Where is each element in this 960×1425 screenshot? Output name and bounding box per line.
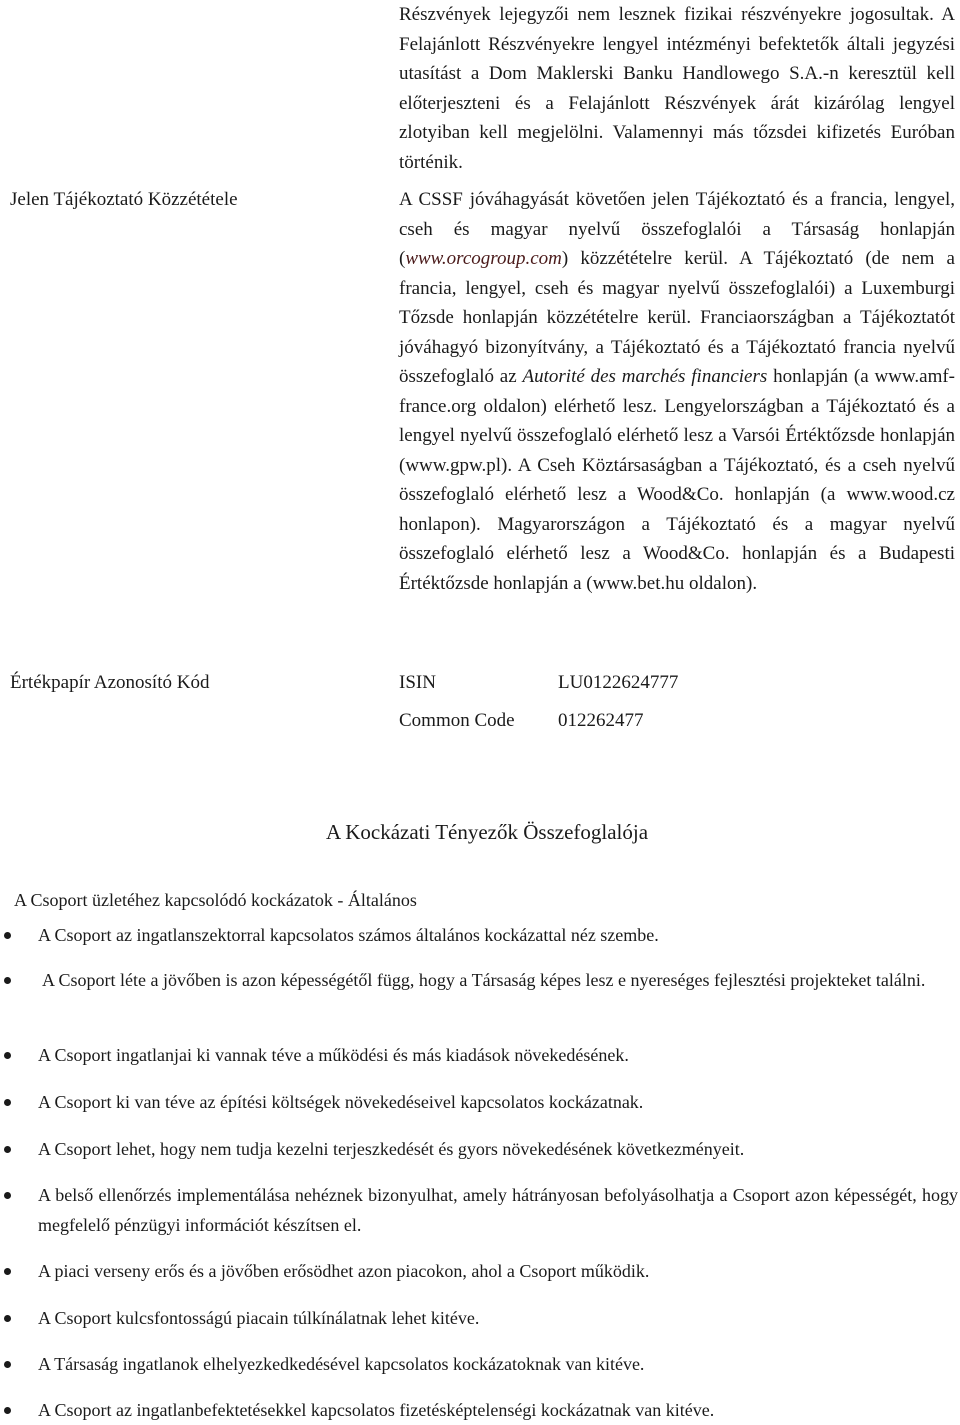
list-item xyxy=(38,1087,958,1117)
publication-text-3: honlapján (a www.amf-france.org oldalon) elérhető lesz. Lengyelországban a Tájékoztató és a lengyel nyelvű összefoglaló elérhető lesz a Varsói Értéktőzsde honlapján (www.gpw.pl). A Cseh Köztársaságban a Tájékoztató, és a cseh nyelvű összefoglaló elérhető lesz a Wood&Co. honlapján (a www.wood.cz honlapon). Magyarországon a Tájékoztató és a magyar nyelvű összefoglaló elérhető lesz a Wood&Co. honlapján és a Budapesti Értéktőzsde honlapján a (www.bet.hu oldalon). xyxy=(399,366,956,594)
risk-item-text: A Csoport ingatlanjai ki vannak téve a működési és más kiadások növekedésének. xyxy=(38,1045,629,1065)
bullet-icon xyxy=(4,1099,11,1106)
publication-text-1: A CSSF jóváhagyását követően jelen Tájékoztató és a francia, lengyel, cseh és magyar nyelvű összefoglalói a Társaság honlapján ( xyxy=(399,189,955,269)
isin-value: LU0122624777 xyxy=(558,672,679,693)
publication-label: Jelen Tájékoztató Közzététele xyxy=(10,189,238,210)
list-item xyxy=(38,1040,958,1070)
list-item xyxy=(38,965,958,995)
company-website-link[interactable]: www.orcogroup.com xyxy=(405,248,562,269)
bullet-icon xyxy=(4,1192,11,1199)
risk-item-text: A belső ellenőrzés implementálása nehéznek bizonyulhat, amely hátrányosan befolyásolhatja a Csoport azon képességét, hogy megfelelő pénzügyi információt készítsen el. xyxy=(38,1185,958,1235)
continuation-text: Részvények lejegyzői nem lesznek fizikai részvényekre jogosultak. A Felajánlott Részvényekre lengyel intézményi befektetők általi jegyzési utasítást a Dom Maklerski Banku Handlowego S.A.-n keresztül kell előterjeszteni és a Felajánlott Részvények árát kizárólag lengyel zlotyiban kell megjelölni. Valamennyi más tőzsdei kifizetés Euróban történik. xyxy=(399,4,955,173)
risk-item-text: A Csoport léte a jövőben is azon képességétől függ, hogy a Társaság képes lesz e nyereséges fejlesztési projekteket találni. xyxy=(42,970,926,990)
bullet-icon xyxy=(4,1315,11,1322)
bullet-icon xyxy=(4,1361,11,1368)
bullet-icon xyxy=(4,1052,11,1059)
security-code-label: Értékpapír Azonosító Kód xyxy=(10,672,210,693)
risk-summary-title: A Kockázati Tényezők Összefoglalója xyxy=(325,820,649,844)
risk-summary-subtitle: A Csoport üzletéhez kapcsolódó kockázatok - Általános xyxy=(14,890,417,910)
list-item xyxy=(38,1395,958,1425)
common-code-label: Common Code xyxy=(399,710,515,731)
list-item xyxy=(38,1180,958,1240)
publication-paragraph xyxy=(399,185,955,598)
bullet-icon xyxy=(4,1407,11,1414)
list-item xyxy=(38,1303,958,1333)
isin-row xyxy=(399,668,679,697)
list-item xyxy=(38,1349,958,1379)
bullet-icon xyxy=(4,1146,11,1153)
bullet-icon xyxy=(4,1268,11,1275)
amf-name: Autorité des marchés financiers xyxy=(522,366,768,387)
common-code-value: 012262477 xyxy=(558,710,644,731)
risk-item-text: A Csoport ki van téve az építési költségek növekedéseivel kapcsolatos kockázatnak. xyxy=(38,1092,644,1112)
risk-item-text: A Csoport lehet, hogy nem tudja kezelni terjeszkedését és gyors növekedésének következményeit. xyxy=(38,1139,745,1159)
bullet-icon xyxy=(4,932,11,939)
list-item xyxy=(38,920,958,950)
isin-label: ISIN xyxy=(399,672,436,693)
risk-item-text: A Csoport az ingatlanszektorral kapcsolatos számos általános kockázattal néz szembe. xyxy=(38,925,659,945)
common-code-row xyxy=(399,706,644,735)
risk-item-text: A Társaság ingatlanok elhelyezkedkedésével kapcsolatos kockázatoknak van kitéve. xyxy=(38,1354,645,1374)
risk-item-text: A piaci verseny erős és a jövőben erősödhet azon piacokon, ahol a Csoport működik. xyxy=(38,1261,650,1281)
risk-item-text: A Csoport az ingatlanbefektetésekkel kapcsolatos fizetésképtelenségi kockázatnak van kitéve. xyxy=(38,1400,715,1420)
publication-text-2: ) közzétételre kerül. A Tájékoztató (de nem a francia, lengyel, cseh és magyar nyelvű összefoglalói) a Luxemburgi Tőzsde honlapján közzétételre kerül. Franciaországban a Tájékoztatót jóváhagyó bizonyítvány, a Tájékoztató és a Tájékoztató francia nyelvű összefoglaló az xyxy=(399,248,955,387)
continuation-paragraph xyxy=(399,0,955,177)
risk-item-text: A Csoport kulcsfontosságú piacain túlkínálatnak lehet kitéve. xyxy=(38,1308,480,1328)
list-item xyxy=(38,1256,958,1286)
list-item xyxy=(38,1134,958,1164)
bullet-icon xyxy=(4,977,11,984)
